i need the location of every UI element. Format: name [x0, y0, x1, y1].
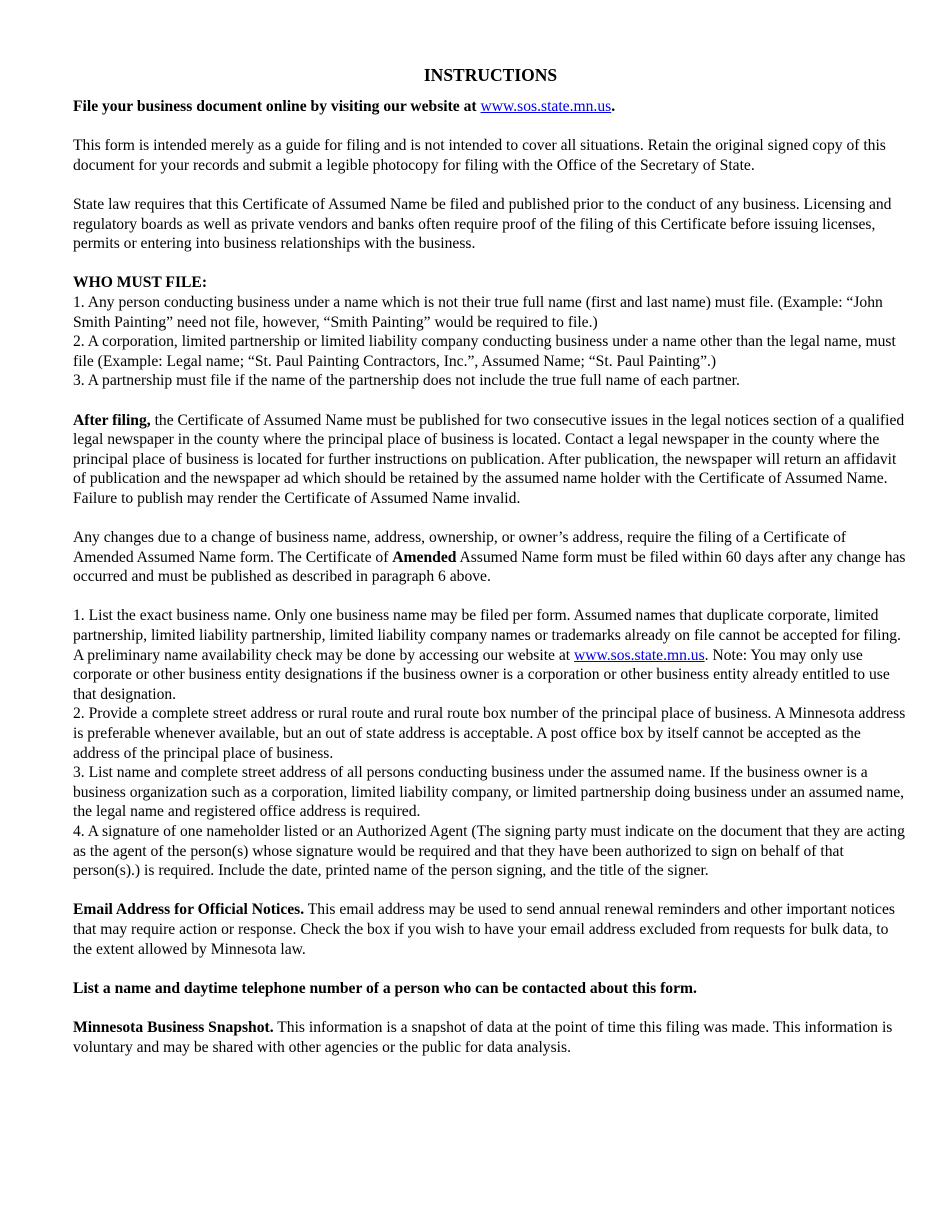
after-filing-paragraph: [73, 411, 908, 509]
step-4: 4. A signature of one nameholder listed or an Authorized Agent (The signing party must indicate on the document that they are acting as the agent of the person(s) whose signature would be required and that they have been authorized to sign on behalf of that person(s).) is required. Include the date, printed name of the person signing, and the title of the signer.: [73, 822, 905, 880]
email-text: This email address may be used to send annual renewal reminders and other important notices that may require action or response. Check the box if you wish to have your email address excluded from requests for bulk data, to the extent allowed by Minnesota law.: [73, 901, 895, 958]
snapshot-text: This information is a snapshot of data at the point of time this filing was made. This information is voluntary and may be shared with other agencies or the public for data analysis.: [73, 1018, 893, 1056]
who-must-file-heading: [73, 273, 908, 293]
who-must-file-heading-text: WHO MUST FILE:: [73, 274, 208, 292]
after-filing-text: the Certificate of Assumed Name must be published for two consecutive issues in the legal notices section of a qualified legal newspaper in the county where the principal place of business is located. Contact a legal newspaper in the county where the principal place of business is located for further instructions on publication. After publication, the newspaper will return an affidavit of publication and the newspaper ad which should be retained by the assumed name holder with the Certificate of Assumed Name. Failure to publish may render the Certificate of Assumed Name invalid.: [73, 411, 905, 507]
who-must-file-item-3: 3. A partnership must file if the name of the partnership does not include the true full name of each partner.: [73, 372, 740, 390]
guide-paragraph: This form is intended merely as a guide for filing and is not intended to cover all situations. Retain the original signed copy of this document for your records and submit a legible photocopy for filing with the Office of the Secretary of State.: [73, 137, 886, 174]
who-must-file-item-1: 1. Any person conducting business under a name which is not their true full name (first and last name) must file. (Example: “John Smith Painting” need not file, however, “Smith Painting” would be required to file.): [73, 293, 883, 331]
online-filing-period: .: [611, 98, 616, 115]
email-lead: Email Address for Official Notices.: [73, 901, 305, 919]
online-filing-notice: [73, 97, 908, 117]
step-1: [73, 606, 908, 704]
page-title: INSTRUCTIONS: [423, 65, 558, 85]
changes-text-2: Assumed Name form must be filed within 60 days after any change has occurred and must be published as described in paragraph 6 above.: [73, 548, 906, 586]
website-link[interactable]: www.sos.state.mn.us: [480, 98, 612, 115]
instructions-content: [73, 64, 908, 1057]
contact-line-text: List a name and daytime telephone number of a person who can be contacted about this form.: [73, 979, 697, 997]
changes-paragraph: [73, 528, 908, 587]
step-1-website-link[interactable]: www.sos.state.mn.us: [574, 646, 705, 664]
step-2: 2. Provide a complete street address or rural route and rural route box number of the principal place of business. A Minnesota address is preferable whenever available, but an out of state address is acceptable. A post office box by itself cannot be accepted as the address of the principal place of business.: [73, 705, 906, 762]
online-filing-text: File your business document online by visiting our website at: [73, 98, 481, 115]
changes-bold: Amended: [392, 548, 457, 566]
email-paragraph: [73, 900, 908, 959]
changes-text-1: Any changes due to a change of business name, address, ownership, or owner’s address, require the filing of a Certificate of Amended Assumed Name form. The Certificate of: [73, 529, 847, 566]
who-must-file-item-2: 2. A corporation, limited partnership or limited liability company conducting business under a name other than the legal name, must file (Example: Legal name; “St. Paul Painting Contractors, Inc.”, Assumed Name; “St. Paul Painting”.): [73, 333, 896, 370]
snapshot-lead: Minnesota Business Snapshot.: [73, 1018, 274, 1036]
state-law-paragraph: State law requires that this Certificate of Assumed Name be filed and published prior to the conduct of any business. Licensing and regulatory boards as well as private vendors and banks often require proof of the filing of this Certificate before issuing licenses, permits or entering into business relationships with the business.: [73, 195, 892, 253]
snapshot-paragraph: [73, 1018, 908, 1057]
step-1-text-a: 1. List the exact business name. Only one business name may be filed per form. Assumed names that duplicate corporate, limited partnership, limited liability partnership, limited liability company names or trademarks already on file cannot be accepted for filing. A preliminary name availability check may be done by accessing our website at: [73, 607, 901, 664]
step-3: 3. List name and complete street address of all persons conducting business under the assumed name. If the business owner is a business organization such as a corporation, limited liability company, or limited partnership doing business under an assumed name, the legal name and registered office address is required.: [73, 764, 905, 821]
step-1-text-b: . Note: You may only use corporate or other business entity designations if the business owner is a corporation or other business entity already entitled to use that designation.: [73, 646, 890, 703]
after-filing-lead: After filing,: [73, 411, 151, 429]
contact-line: [73, 979, 908, 999]
